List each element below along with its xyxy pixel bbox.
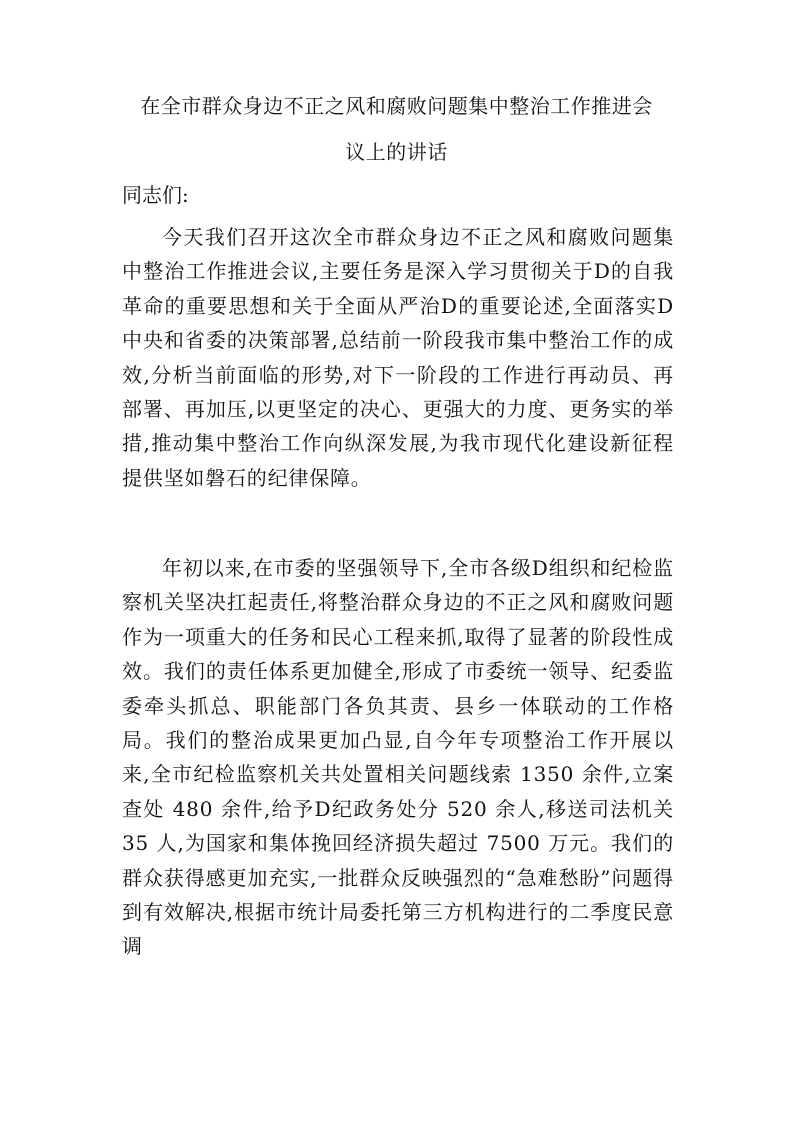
salutation: 同志们: xyxy=(122,183,189,207)
paragraph-1: 今天我们召开这次全市群众身边不正之风和腐败问题集中整治工作推进会议,主要任务是深入学习贯彻关于D的自我革命的重要思想和关于全面从严治D的重要论述,全面落实D中央和省委的决策部署,总结前一阶段我市集中整治工作的成效,分析当前面临的形势,对下一阶段的工作进行再动员、再部署、再加压,以更坚定的决心、更强大的力度、更务实的举措,推动集中整治工作向纵深发展,为我市现代化建设新征程提供坚如磐石的纪律保障。 xyxy=(122,225,674,490)
paragraph-2: 年初以来,在市委的坚强领导下,全市各级D组织和纪检监察机关坚决扛起责任,将整治群众身边的不正之风和腐败问题作为一项重大的任务和民心工程来抓,取得了显著的阶段性成效。我们的责任体系更加健全,形成了市委统一领导、纪委监委牵头抓总、职能部门各负其责、县乡一体联动的工作格局。我们的整治成果更加凸显,自今年专项整治工作开展以来,全市纪检监察机关共处置相关问题线索 1350 余件,立案查处 480 余件,给予D纪政务处分 520 余人,移送司法机关 35 人,为国家和集体挽回经济损失超过 7500 万元。我们的群众获得感更加充实,一批群众反映强烈的“急难愁盼”问题得到有效解决,根据市统计局委托第三方机构进行的二季度民意调 xyxy=(122,556,674,959)
document-title-line-2: 议上的讲话 xyxy=(345,140,448,164)
document-title-line-1: 在全市群众身边不正之风和腐败问题集中整治工作推进会 xyxy=(140,94,653,118)
